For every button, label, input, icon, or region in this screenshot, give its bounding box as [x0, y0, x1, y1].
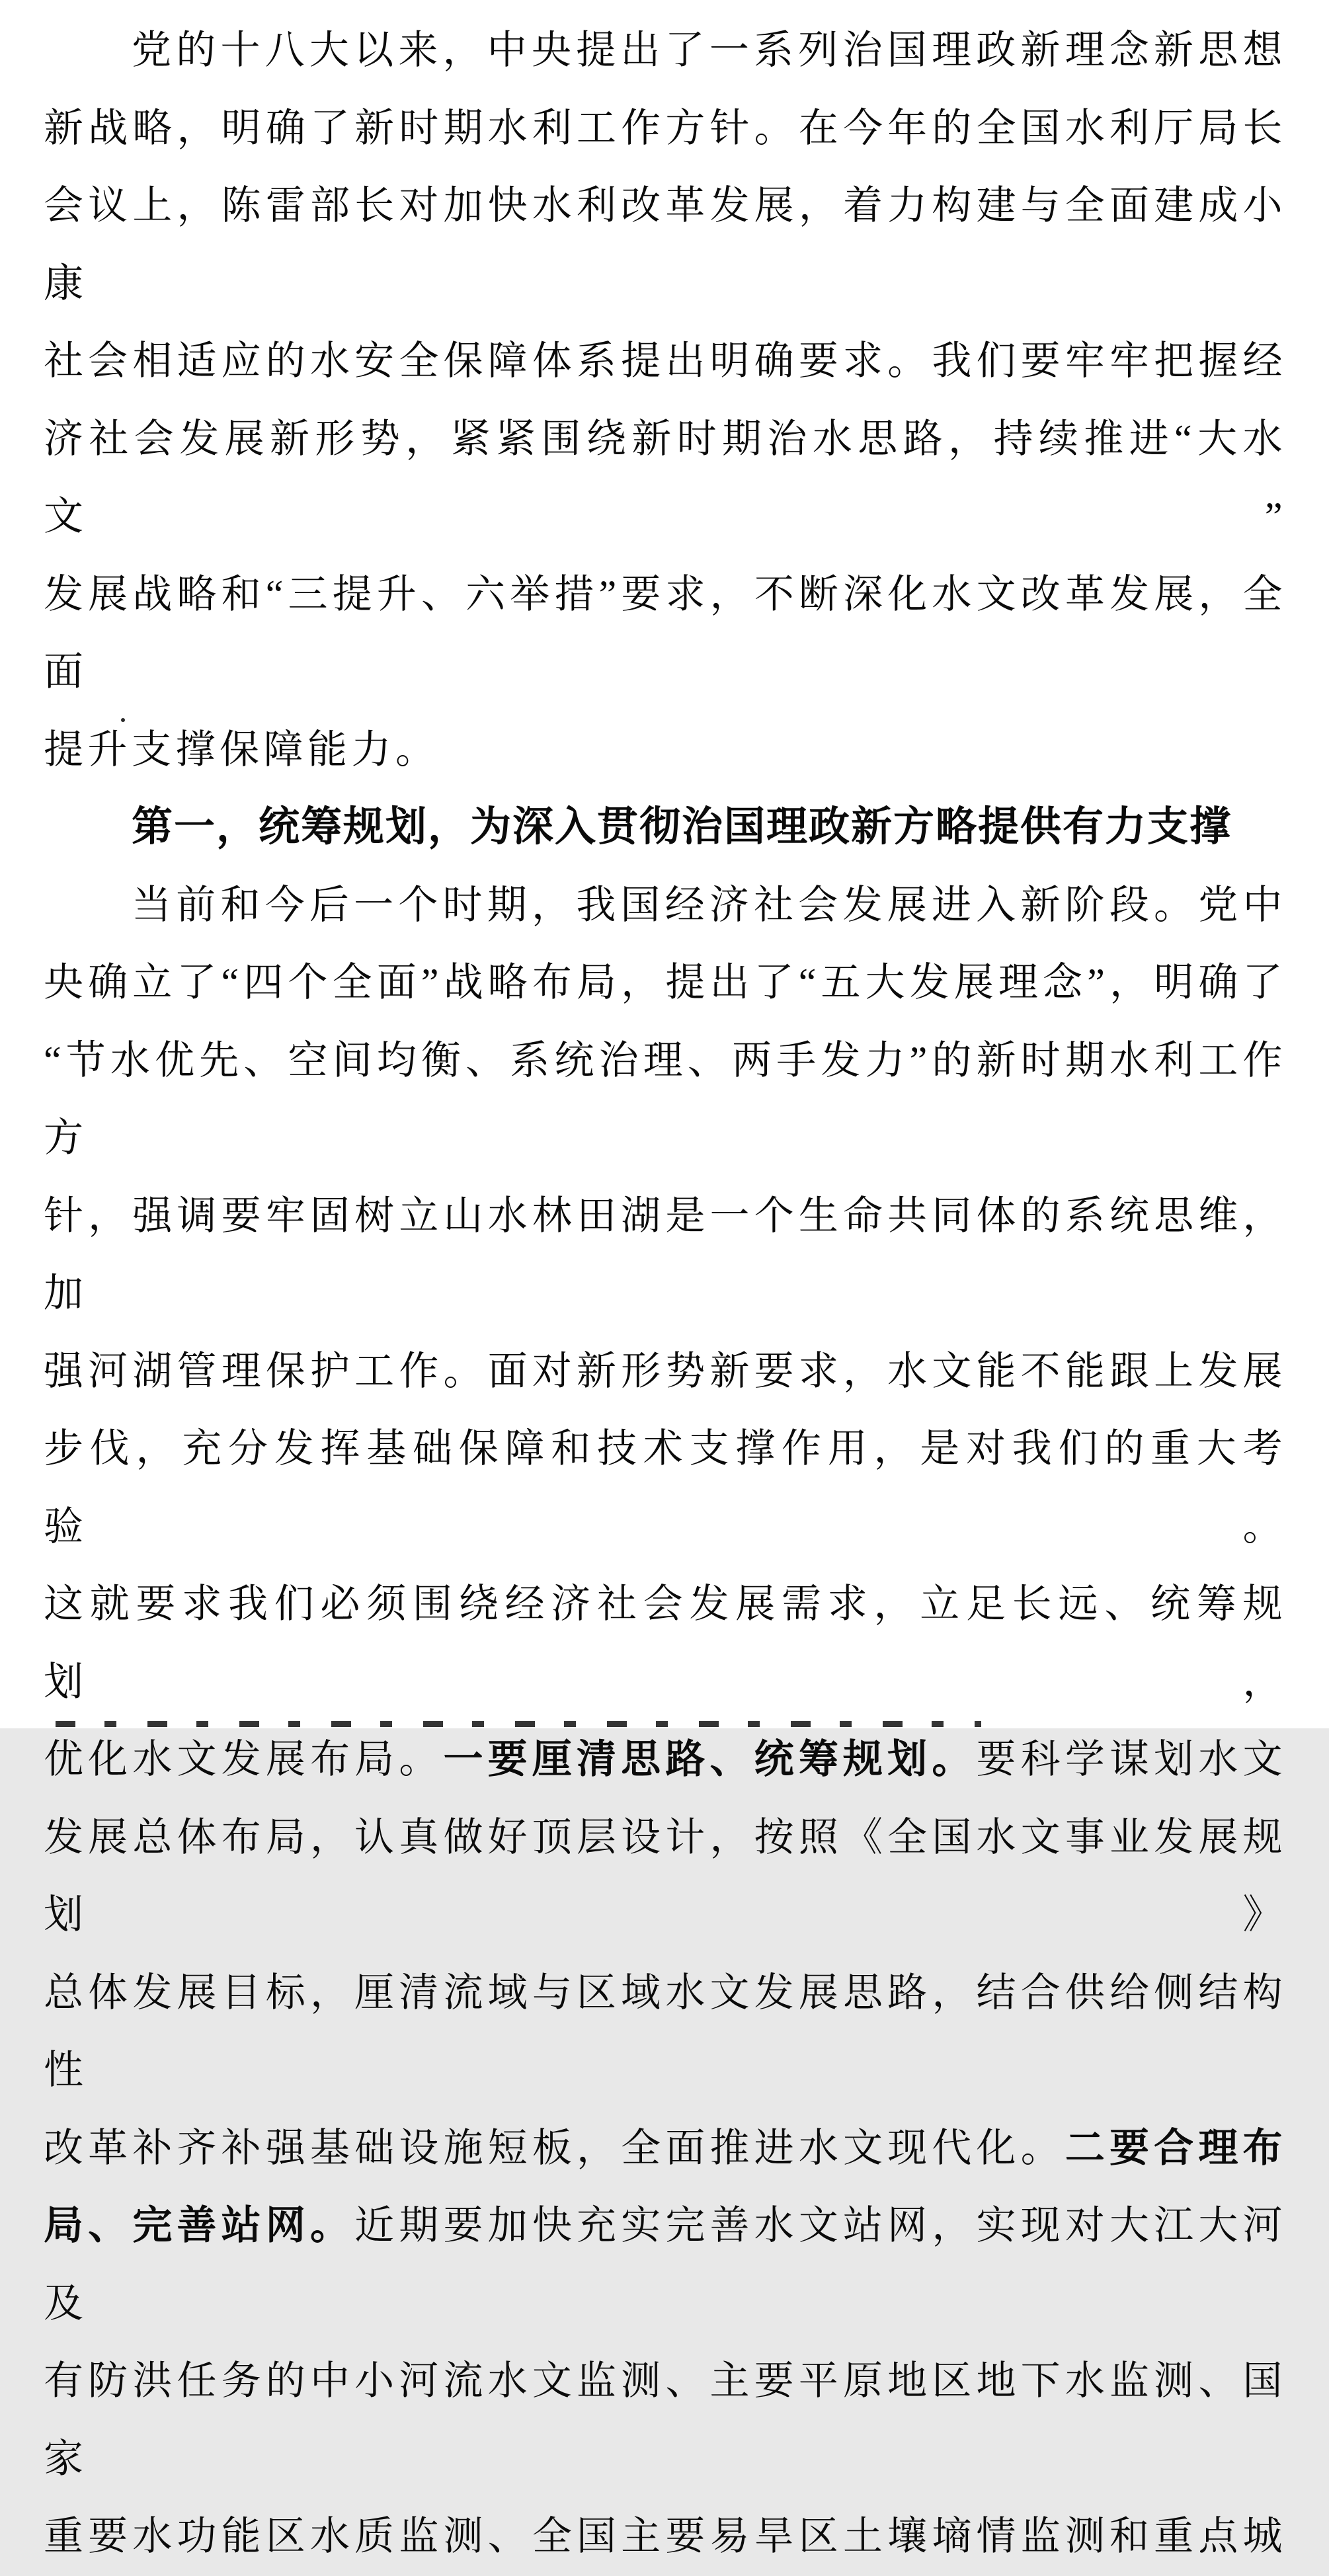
text-segment: 总体发展目标，厘清流域与区域水文发展思路，结合供给侧结构性 [44, 1970, 1287, 2092]
text-line [44, 2110, 1287, 2188]
text-line [44, 12, 1287, 90]
text-line [44, 90, 1287, 168]
text-line [44, 2187, 1287, 2343]
text-line [44, 1799, 1287, 1954]
text-line [44, 1333, 1287, 1411]
text-segment: 重要水功能区水质监测、全国主要易旱区土壤墒情监测和重点城 [44, 2515, 1287, 2558]
section-heading [44, 789, 1287, 867]
text-line [44, 2343, 1287, 2498]
text-segment: 新战略，明确了新时期水利工作方针。在今年的全国水利厅局长 [44, 106, 1287, 150]
text-segment: “节水优先、空间均衡、系统治理、两手发力”的新时期水利工作方 [44, 1038, 1287, 1160]
text-line [44, 2498, 1287, 2576]
text-segment: 优化水文发展布局。 [44, 1738, 444, 1781]
text-segment: 会议上，陈雷部长对加快水利改革发展，着力构建与全面建成小康 [44, 184, 1287, 305]
text-segment: 针，强调要牢固树立山水林田湖是一个生命共同体的系统思维，加 [44, 1193, 1287, 1315]
text-line [44, 1178, 1287, 1333]
text-segment: 党的十八大以来，中央提出了一系列治国理政新理念新思想 [132, 28, 1287, 72]
text-segment: 有防洪任务的中小河流水文监测、主要平原地区地下水监测、国家 [44, 2359, 1287, 2481]
text-segment: 提升支撑保障能力。 [44, 727, 440, 772]
bold-text-segment: 第一，统筹规划，为深入贯彻治国理政新方略提供有力支撑 [132, 805, 1232, 850]
text-segment: 央确立了“四个全面”战略布局，提出了“五大发展理念”，明确了 [44, 961, 1287, 1004]
text-line [44, 323, 1287, 401]
text-line [44, 556, 1287, 711]
scan-noise-dot [121, 718, 125, 722]
text-segment: 当前和今后一个时期，我国经济社会发展进入新阶段。党中 [132, 883, 1287, 927]
text-segment: 要科学谋划水文 [976, 1738, 1287, 1781]
bold-text-segment: 一要厘清思路、统筹规划。 [443, 1738, 977, 1781]
text-line [44, 401, 1287, 556]
text-segment: 改革补齐补强基础设施短板，全面推进水文现代化。 [44, 2126, 1065, 2170]
text-segment: 近期要加快充实完善水文站网，实现对大江大河及 [44, 2204, 1287, 2325]
text-segment: 社会相适应的水安全保障体系提出明确要求。我们要牢牢把握经 [44, 339, 1287, 383]
text-line [44, 1022, 1287, 1178]
text-segment: 发展总体布局，认真做好顶层设计，按照《全国水文事业发展规划》 [44, 1815, 1287, 1937]
text-segment: 这就要求我们必须围绕经济社会发展需求，立足长远、统筹规划， [44, 1582, 1287, 1704]
text-line [44, 1721, 1287, 1799]
text-line [44, 167, 1287, 323]
text-segment: 发展战略和“三提升、六举措”要求，不断深化水文改革发展，全面 [44, 572, 1287, 694]
document-text-block [44, 12, 1287, 2576]
text-line [44, 1954, 1287, 2110]
text-line [44, 1410, 1287, 1566]
text-line [44, 711, 1287, 789]
text-line [44, 1566, 1287, 1721]
bold-text-segment: 二要合理布 [1065, 2126, 1287, 2170]
bold-text-segment: 局、完善站网。 [44, 2204, 355, 2247]
next-line-crop-artifact [56, 1721, 981, 1727]
text-line [44, 944, 1287, 1022]
text-segment: 步伐，充分发挥基础保障和技术支撑作用，是对我们的重大考验。 [44, 1427, 1287, 1549]
text-segment: 强河湖管理保护工作。面对新形势新要求，水文能不能跟上发展 [44, 1349, 1287, 1393]
text-segment: 济社会发展新形势，紧紧围绕新时期治水思路，持续推进“大水文” [44, 417, 1287, 538]
text-line [44, 867, 1287, 945]
